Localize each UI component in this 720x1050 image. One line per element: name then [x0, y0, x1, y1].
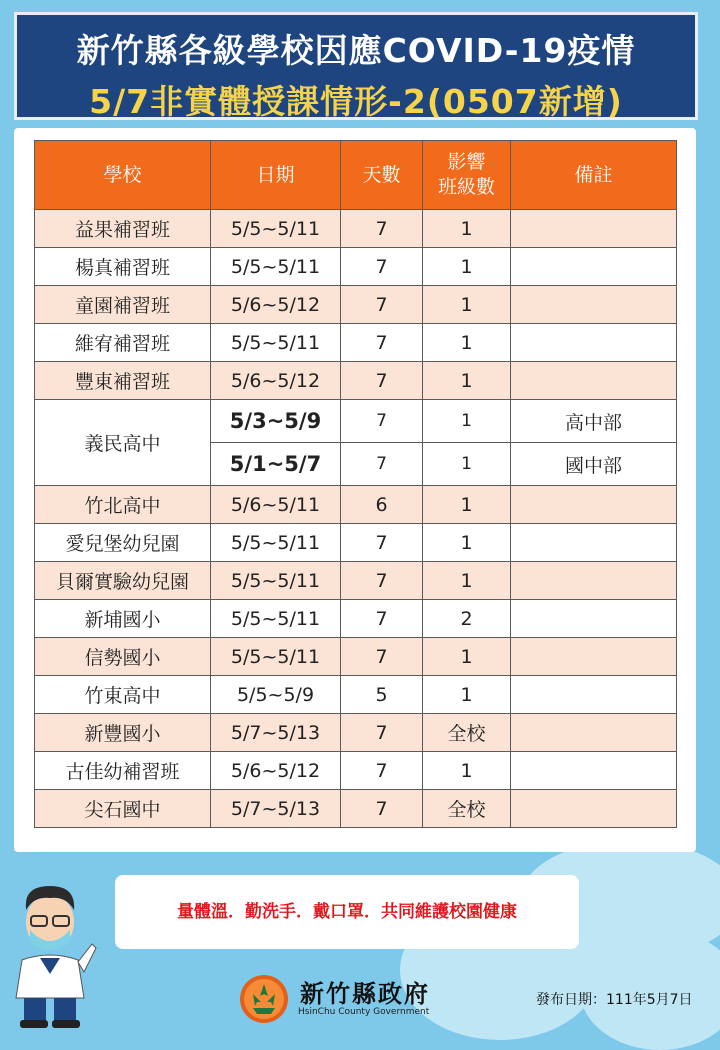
cell-note: [511, 286, 677, 324]
table-row: [35, 600, 677, 638]
cell-classes: 1: [423, 524, 511, 562]
cell-school: 楊真補習班: [35, 248, 211, 286]
cell-days: 7: [341, 790, 423, 828]
cell-days: 5: [341, 676, 423, 714]
cell-classes: 1: [423, 752, 511, 790]
cell-school: 新豐國小: [35, 714, 211, 752]
cell-days: 7: [341, 524, 423, 562]
cell-days: 7: [341, 752, 423, 790]
cell-note: [511, 248, 677, 286]
cell-date: 5/5~5/11: [211, 524, 341, 562]
cell-note: [511, 638, 677, 676]
cell-school: 竹東高中: [35, 676, 211, 714]
cell-classes: 1: [423, 562, 511, 600]
cell-days: 7: [341, 638, 423, 676]
cell-date: 5/1~5/7: [211, 443, 341, 486]
table-row: [35, 714, 677, 752]
government-name-english: HsinChu County Government: [298, 1007, 430, 1017]
cell-date: 5/5~5/11: [211, 210, 341, 248]
cell-days: 6: [341, 486, 423, 524]
table-row: [35, 400, 677, 443]
cell-date: 5/6~5/12: [211, 362, 341, 400]
column-header-school: 學校: [35, 141, 211, 210]
cell-date: 5/6~5/12: [211, 752, 341, 790]
cell-classes: 1: [423, 400, 511, 443]
cell-date: 5/5~5/9: [211, 676, 341, 714]
cell-classes: 全校: [423, 714, 511, 752]
cell-classes: 1: [423, 210, 511, 248]
cell-days: 7: [341, 714, 423, 752]
cell-classes: 1: [423, 638, 511, 676]
cell-days: 7: [341, 210, 423, 248]
cell-school: 義民高中: [35, 400, 211, 486]
cell-school: 愛兒堡幼兒園: [35, 524, 211, 562]
remote-teaching-table: [34, 140, 677, 828]
cell-note: [511, 562, 677, 600]
cell-note: [511, 600, 677, 638]
cell-days: 7: [341, 562, 423, 600]
cell-date: 5/7~5/13: [211, 790, 341, 828]
cell-date: 5/5~5/11: [211, 638, 341, 676]
cell-note: [511, 714, 677, 752]
column-header-date: 日期: [211, 141, 341, 210]
government-name: 新竹縣政府: [300, 979, 430, 1008]
table-row: [35, 362, 677, 400]
cell-classes: 1: [423, 286, 511, 324]
table-row: [35, 676, 677, 714]
cell-date: 5/6~5/12: [211, 286, 341, 324]
cell-school: 益果補習班: [35, 210, 211, 248]
table-row: [35, 562, 677, 600]
cell-note: [511, 790, 677, 828]
table-row: [35, 286, 677, 324]
cell-note: [511, 752, 677, 790]
table-row: [35, 248, 677, 286]
cell-note: [511, 486, 677, 524]
county-emblem-icon: [239, 974, 289, 1024]
cell-days: 7: [341, 400, 423, 443]
table-row: [35, 524, 677, 562]
cell-note: [511, 210, 677, 248]
cell-note: [511, 362, 677, 400]
table-row: [35, 324, 677, 362]
cell-days: 7: [341, 286, 423, 324]
page-header: [14, 12, 698, 120]
table-row: [35, 638, 677, 676]
cell-date: 5/3~5/9: [211, 400, 341, 443]
cell-school: 信勢國小: [35, 638, 211, 676]
cell-classes: 1: [423, 486, 511, 524]
cell-classes: 1: [423, 324, 511, 362]
cell-classes: 1: [423, 443, 511, 486]
cell-school: 竹北高中: [35, 486, 211, 524]
cell-school: 童園補習班: [35, 286, 211, 324]
cell-school: 維宥補習班: [35, 324, 211, 362]
cell-days: 7: [341, 324, 423, 362]
column-header-days: 天數: [341, 141, 423, 210]
cell-days: 7: [341, 600, 423, 638]
cell-school: 豐東補習班: [35, 362, 211, 400]
table-row: [35, 790, 677, 828]
cell-classes: 全校: [423, 790, 511, 828]
cell-note: 國中部: [511, 443, 677, 486]
cell-classes: 1: [423, 248, 511, 286]
cell-date: 5/5~5/11: [211, 324, 341, 362]
cell-school: 尖石國中: [35, 790, 211, 828]
page-title: 新竹縣各級學校因應COVID-19疫情: [76, 31, 636, 70]
cell-classes: 1: [423, 676, 511, 714]
table-row: [35, 210, 677, 248]
cell-note: [511, 524, 677, 562]
cell-school: 貝爾實驗幼兒園: [35, 562, 211, 600]
column-header-note: 備註: [511, 141, 677, 210]
cell-classes: 1: [423, 362, 511, 400]
cell-school: 新埔國小: [35, 600, 211, 638]
cell-date: 5/7~5/13: [211, 714, 341, 752]
publish-date: 發布日期：111年5月7日: [536, 992, 693, 1008]
cell-date: 5/5~5/11: [211, 562, 341, 600]
table-row: [35, 752, 677, 790]
table-header-row: [35, 141, 677, 210]
cell-days: 7: [341, 248, 423, 286]
cell-date: 5/6~5/11: [211, 486, 341, 524]
health-slogan: 量體溫．勤洗手．戴口罩．共同維護校園健康: [115, 875, 579, 949]
cell-date: 5/5~5/11: [211, 248, 341, 286]
cell-school: 古佳幼補習班: [35, 752, 211, 790]
cell-note: [511, 324, 677, 362]
table-row: [35, 486, 677, 524]
cell-date: 5/5~5/11: [211, 600, 341, 638]
column-header-classes: [423, 141, 511, 210]
cell-days: 7: [341, 443, 423, 486]
page-subtitle: 5/7非實體授課情形-2(0507新增): [89, 82, 623, 121]
cell-days: 7: [341, 362, 423, 400]
cell-note: [511, 676, 677, 714]
mascot-character-icon: [4, 880, 100, 1030]
cell-classes: 2: [423, 600, 511, 638]
column-header-classes-label: 影響 班級數: [437, 151, 495, 198]
cell-note: 高中部: [511, 400, 677, 443]
